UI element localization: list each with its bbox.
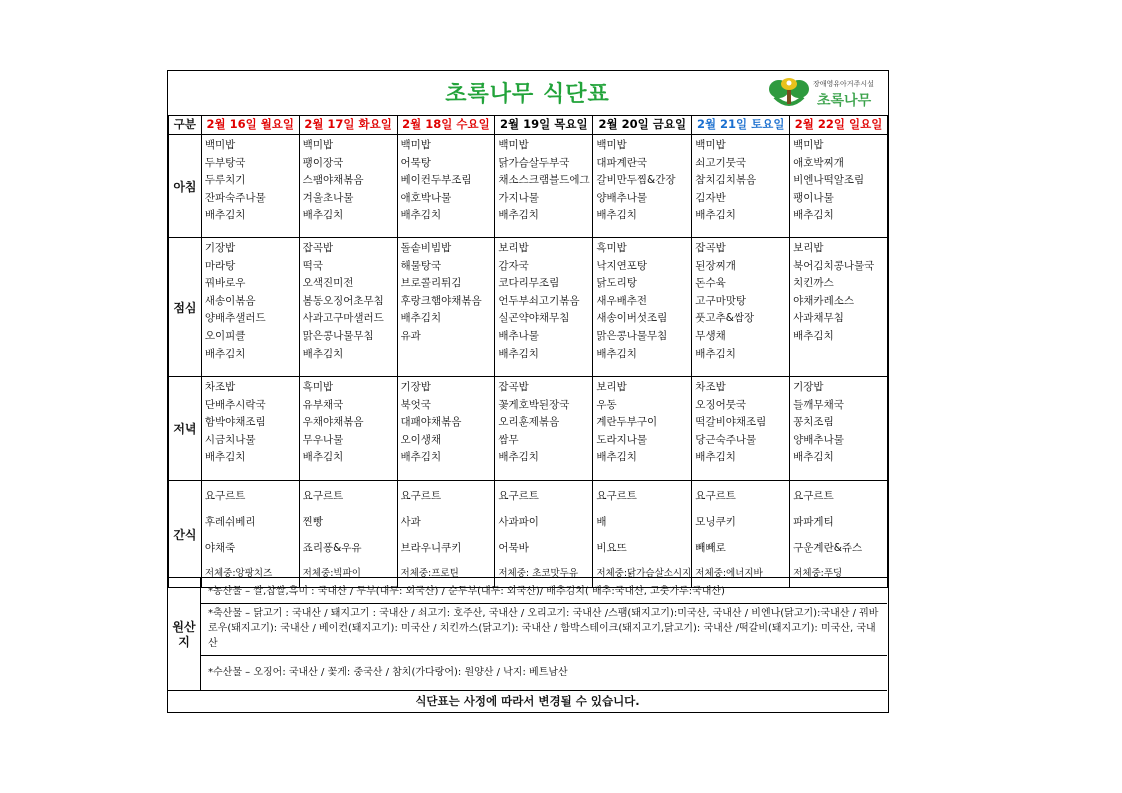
- menu-item: 꽃게호박된장국: [498, 398, 570, 411]
- menu-item: 두루치기: [204, 174, 246, 187]
- menu-item: 마라탕: [204, 259, 236, 272]
- menu-item: 고구마맛탕: [695, 294, 747, 307]
- menu-item: 저체중: 초코맛두유: [498, 568, 578, 579]
- menu-item: 겨울초나물: [302, 191, 354, 204]
- menu-item: 오징어뭇국: [695, 398, 747, 411]
- menu-item: 양배추나물: [793, 433, 844, 446]
- menu-item: 배: [596, 516, 607, 528]
- menu-item: 배추김치: [498, 451, 539, 464]
- menu-item: 잡곡밥: [695, 242, 726, 254]
- menu-item: 오이생채: [400, 433, 442, 446]
- menu-item: 오리훈제볶음: [498, 416, 560, 429]
- menu-cell: [692, 377, 790, 481]
- menu-item: 풋고추&쌈장: [695, 312, 755, 325]
- tree-logo-icon: [767, 77, 813, 111]
- day-header: 2월 16일 월요일: [201, 116, 299, 135]
- menu-item: 백미밥: [400, 139, 431, 151]
- menu-item: 애호박찌개: [793, 156, 844, 169]
- menu-item: 떡갈비야채조림: [695, 416, 767, 429]
- day-header: 2월 18일 수요일: [397, 116, 495, 135]
- origin-livestock: *축산물 – 닭고기 : 국내산 / 돼지고기 : 국내산 / 쇠고기: 호주산, 국내산 / 오리고기: 국내산 /스팸(돼지고기):미국산, 국내산 / 비엔나(닭고기):국내산 / 꿔바로우(돼지고기): 국내산 / 베이컨(돼지고기): 미국산 / 치킨까스(닭고기): 국내산 / 함박스테이크(돼지고기,닭고기): 국내산 /떡갈비(돼지고기): 미국산, 국내산: [201, 604, 887, 656]
- menu-item: 유부채국: [302, 398, 344, 411]
- menu-item: 백미밥: [793, 139, 824, 151]
- menu-item: 꽁치조림: [793, 416, 834, 429]
- menu-item: 대파계란국: [596, 156, 648, 169]
- menu-item: 대패야채볶음: [400, 416, 462, 429]
- menu-item: 배추김치: [204, 347, 246, 360]
- day-header: 2월 17일 화요일: [299, 116, 397, 135]
- menu-item: 꿔바로우: [204, 277, 246, 290]
- origin-seafood: *수산물 – 오징어: 국내산 / 꽃게: 중국산 / 참치(가다랑어): 원양산 / 낙지: 베트남산: [208, 667, 568, 678]
- menu-item: 배추김치: [695, 451, 736, 464]
- menu-item: 스팸야채볶음: [302, 174, 364, 187]
- origin-section: [168, 577, 887, 691]
- menu-item: 북엇국: [400, 398, 431, 411]
- menu-cell: [593, 377, 692, 481]
- menu-item: 도라지나물: [596, 433, 648, 446]
- menu-item: 치킨까스: [793, 277, 834, 290]
- menu-item: 새우배추전: [596, 294, 648, 307]
- menu-cell: [790, 377, 888, 481]
- notice: 식단표는 사정에 따라서 변경될 수 있습니다.: [168, 690, 887, 713]
- header-row: [169, 116, 888, 135]
- menu-item: 요구르트: [793, 490, 834, 502]
- menu-item: 브로콜리튀김: [400, 277, 462, 290]
- meal-row: [169, 481, 888, 588]
- day-header: 2월 20일 금요일: [593, 116, 692, 135]
- menu-item: 배추김치: [596, 347, 637, 360]
- menu-item: 떡국: [302, 259, 323, 272]
- menu-item: 배추김치: [695, 347, 736, 360]
- menu-item: 두부탕국: [204, 156, 246, 169]
- meal-row: [169, 135, 888, 238]
- menu-item: 요구르트: [204, 490, 246, 502]
- menu-item: 양배추나물: [596, 191, 648, 204]
- menu-item: 비엔나떡알조림: [793, 174, 865, 187]
- menu-item: 닭가슴살두부국: [498, 156, 570, 169]
- menu-item: 돈수육: [695, 277, 726, 290]
- menu-item: 김자반: [695, 191, 726, 204]
- menu-table: [168, 115, 888, 588]
- menu-cell: [692, 481, 790, 588]
- menu-item: 닭도리탕: [596, 277, 637, 290]
- menu-item: 맑은콩나물무침: [596, 329, 668, 342]
- menu-item: 오이피클: [204, 329, 246, 342]
- menu-item: 저체중:앙팡치즈: [204, 568, 273, 579]
- menu-item: 돌솥비빔밥: [400, 242, 452, 254]
- menu-item: 요구르트: [596, 490, 637, 502]
- menu-item: 채소스크램블드에그: [498, 174, 590, 187]
- menu-cell: [397, 135, 495, 238]
- menu-item: 우동: [596, 398, 617, 411]
- day-header: 2월 19일 목요일: [495, 116, 593, 135]
- menu-item: 배추김치: [204, 209, 246, 222]
- logo-subtitle: 장애영유아거주시설: [813, 80, 874, 88]
- menu-item: 해물탕국: [400, 259, 442, 272]
- menu-item: 백미밥: [302, 139, 334, 151]
- menu-item: 잡곡밥: [302, 242, 334, 254]
- meal-label: 저녁: [169, 377, 202, 481]
- menu-item: 낙지연포탕: [596, 259, 648, 272]
- meal-row: [169, 238, 888, 377]
- menu-item: 기장밥: [204, 242, 236, 254]
- menu-item: 오색진미전: [302, 277, 354, 290]
- day-header: 2월 22일 일요일: [790, 116, 888, 135]
- page-title: 초록나무 식단표: [445, 82, 610, 107]
- menu-item: 우채야채볶음: [302, 416, 364, 429]
- menu-item: 배추김치: [793, 209, 834, 222]
- menu-item: 후랑크햄야채볶음: [400, 294, 482, 307]
- menu-cell: [495, 481, 593, 588]
- menu-item: 배추김치: [695, 209, 736, 222]
- menu-item: 양배추샐러드: [204, 312, 266, 325]
- menu-item: 팽이장국: [302, 156, 344, 169]
- origin-agricultural: *농산물 – 쌀,찹쌀,흑미 : 국내산 / 두부(대두: 외국산) / 순두부(대두: 외국산)/ 배추김치( 배추:국내산, 고춧가루:국내산): [201, 578, 887, 604]
- menu-item: 후레쉬베리: [204, 516, 256, 528]
- menu-cell: [299, 135, 397, 238]
- menu-item: 갈비만두찜&간장: [596, 174, 676, 187]
- menu-item: 야채죽: [204, 542, 236, 554]
- menu-cell: [299, 481, 397, 588]
- menu-item: 어묵바: [498, 542, 529, 554]
- menu-item: 요구르트: [400, 490, 442, 502]
- menu-item: 백미밥: [695, 139, 726, 151]
- menu-item: 북어김치콩나물국: [793, 259, 875, 272]
- menu-item: 차조밥: [204, 381, 236, 393]
- menu-item: 보리밥: [793, 242, 824, 254]
- title-bar: [168, 71, 887, 116]
- menu-item: 파파게티: [793, 516, 834, 528]
- menu-item: 저체중:프로틴: [400, 568, 459, 579]
- menu-item: 배추김치: [793, 451, 834, 464]
- menu-cell: [495, 238, 593, 377]
- menu-item: 배추김치: [302, 451, 344, 464]
- menu-item: 저체중:빅파이: [302, 568, 361, 579]
- meal-label: 점심: [169, 238, 202, 377]
- menu-sheet: [167, 70, 889, 713]
- menu-item: 죠리퐁&우유: [302, 542, 362, 554]
- menu-item: 애호박나물: [400, 191, 452, 204]
- menu-item: 찐빵: [302, 516, 323, 528]
- meal-label: 간식: [169, 481, 202, 588]
- menu-item: 저체중:닭가슴살소시지: [596, 568, 692, 579]
- menu-item: 배추김치: [302, 347, 344, 360]
- menu-item: 계란두부구이: [596, 416, 658, 429]
- menu-item: 배추김치: [498, 347, 539, 360]
- menu-cell: [692, 238, 790, 377]
- menu-item: 저체중:푸딩: [793, 568, 843, 579]
- menu-item: 잔파숙주나물: [204, 191, 266, 204]
- menu-item: 흑미밥: [596, 242, 627, 254]
- menu-item: 배추김치: [400, 209, 442, 222]
- menu-item: 무우나물: [302, 433, 344, 446]
- menu-item: 배추김치: [400, 312, 442, 325]
- menu-cell: [495, 377, 593, 481]
- menu-item: 기장밥: [400, 381, 431, 393]
- menu-item: 팽이나물: [793, 191, 834, 204]
- menu-item: 유과: [400, 329, 421, 342]
- menu-item: 당근숙주나물: [695, 433, 757, 446]
- menu-item: 봄동오징어초무침: [302, 294, 384, 307]
- menu-item: 함박야채조림: [204, 416, 266, 429]
- menu-item: 백미밥: [498, 139, 529, 151]
- menu-item: 배추김치: [596, 451, 637, 464]
- day-header: 2월 21일 토요일: [692, 116, 790, 135]
- menu-item: 빼빼로: [695, 542, 726, 554]
- menu-cell: [790, 135, 888, 238]
- menu-cell: [593, 481, 692, 588]
- menu-item: 참치김치볶음: [695, 174, 757, 187]
- logo: [767, 77, 883, 111]
- menu-item: 보리밥: [498, 242, 529, 254]
- menu-item: 배추김치: [596, 209, 637, 222]
- menu-item: 단배추시락국: [204, 398, 266, 411]
- meal-label: 아침: [169, 135, 202, 238]
- menu-item: 요구르트: [302, 490, 344, 502]
- menu-item: 구운계란&쥬스: [793, 542, 863, 554]
- menu-item: 배추김치: [793, 329, 834, 342]
- menu-cell: [299, 238, 397, 377]
- menu-cell: [201, 238, 299, 377]
- menu-item: 기장밥: [793, 381, 824, 393]
- menu-cell: [495, 135, 593, 238]
- menu-cell: [397, 238, 495, 377]
- menu-item: 요구르트: [498, 490, 539, 502]
- menu-item: 쇠고기뭇국: [695, 156, 747, 169]
- menu-item: 새송이버섯조림: [596, 312, 668, 325]
- menu-item: 베이컨두부조림: [400, 174, 472, 187]
- menu-item: 무생채: [695, 329, 726, 342]
- menu-item: 시금치나물: [204, 433, 256, 446]
- menu-cell: [299, 377, 397, 481]
- menu-item: 감자국: [498, 259, 529, 272]
- menu-item: 브라우니쿠키: [400, 542, 462, 554]
- menu-item: 야채카레소스: [793, 294, 854, 307]
- menu-cell: [790, 238, 888, 377]
- menu-item: 비요뜨: [596, 542, 627, 554]
- menu-item: 배추나물: [498, 329, 539, 342]
- menu-cell: [593, 135, 692, 238]
- menu-cell: [201, 481, 299, 588]
- menu-cell: [201, 135, 299, 238]
- menu-item: 잡곡밥: [498, 381, 529, 393]
- menu-cell: [593, 238, 692, 377]
- menu-item: 실곤약야채무침: [498, 312, 570, 325]
- menu-item: 들깨무채국: [793, 398, 844, 411]
- menu-item: 백미밥: [204, 139, 236, 151]
- menu-item: 사과파이: [498, 516, 539, 528]
- menu-item: 언두부쇠고기볶음: [498, 294, 580, 307]
- corner-label: 구분: [169, 116, 202, 135]
- menu-item: 보리밥: [596, 381, 627, 393]
- menu-item: 된장찌개: [695, 259, 736, 272]
- menu-item: 배추김치: [302, 209, 344, 222]
- menu-item: 배추김치: [400, 451, 442, 464]
- menu-item: 모닝쿠키: [695, 516, 736, 528]
- menu-item: 맑은콩나물무침: [302, 329, 374, 342]
- menu-item: 가지나물: [498, 191, 539, 204]
- menu-item: 요구르트: [695, 490, 736, 502]
- logo-name: 초록나무: [817, 93, 872, 109]
- meal-row: [169, 377, 888, 481]
- menu-item: 차조밥: [695, 381, 726, 393]
- menu-item: 쌈무: [498, 433, 519, 446]
- menu-item: 새송이볶음: [204, 294, 256, 307]
- menu-item: 사과: [400, 516, 421, 528]
- menu-item: 사과고구마샐러드: [302, 312, 384, 325]
- menu-item: 저체중:에너지바: [695, 568, 763, 579]
- menu-item: 흑미밥: [302, 381, 334, 393]
- menu-item: 백미밥: [596, 139, 627, 151]
- menu-cell: [397, 481, 495, 588]
- menu-item: 배추김치: [204, 451, 246, 464]
- origin-label: 원산 지: [168, 578, 201, 691]
- menu-cell: [397, 377, 495, 481]
- menu-cell: [692, 135, 790, 238]
- menu-cell: [790, 481, 888, 588]
- menu-item: 어묵탕: [400, 156, 431, 169]
- menu-item: 배추김치: [498, 209, 539, 222]
- menu-cell: [201, 377, 299, 481]
- menu-item: 사과채무침: [793, 312, 844, 325]
- menu-item: 코다리무조림: [498, 277, 560, 290]
